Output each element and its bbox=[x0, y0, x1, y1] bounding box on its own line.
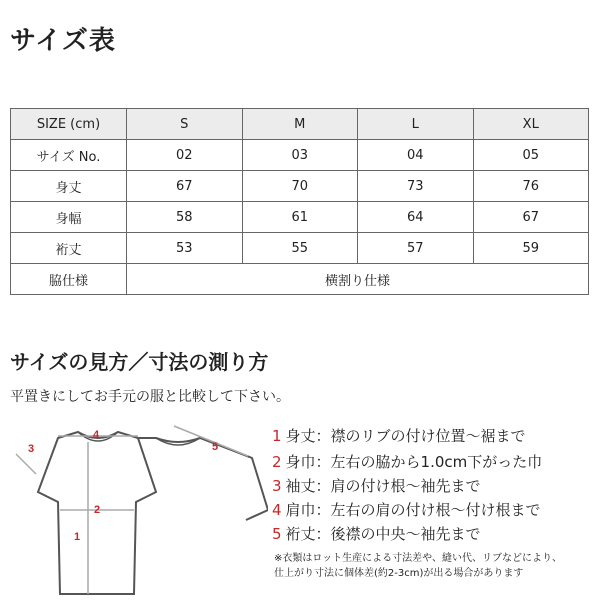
table-row bbox=[11, 264, 589, 295]
row-label: サイズ No. bbox=[11, 140, 127, 171]
legend-number: 3 bbox=[272, 477, 282, 495]
table-row bbox=[11, 140, 589, 171]
table-cell: 57 bbox=[358, 233, 474, 264]
table-cell: 64 bbox=[358, 202, 474, 233]
legend-number: 4 bbox=[272, 501, 282, 519]
legend-text: 身丈：襟のリブの付け位置〜裾まで bbox=[285, 427, 526, 445]
table-cell: 04 bbox=[358, 140, 474, 171]
table-row bbox=[11, 202, 589, 233]
tshirt-measurement-diagram bbox=[6, 418, 268, 596]
table-cell: 76 bbox=[473, 171, 589, 202]
diagram-label-4: 4 bbox=[93, 429, 100, 441]
table-cell: 67 bbox=[473, 202, 589, 233]
header-cell: M bbox=[242, 109, 358, 140]
note-line: 仕上がり寸法に個体差(約2-3cm)が出る場合があります bbox=[274, 568, 524, 579]
header-cell: S bbox=[127, 109, 243, 140]
header-cell: XL bbox=[473, 109, 589, 140]
header-cell: L bbox=[358, 109, 474, 140]
row-label: 身丈 bbox=[11, 171, 127, 202]
table-header-row bbox=[11, 109, 589, 140]
legend-number: 2 bbox=[272, 453, 282, 471]
note-line: ※衣類はロット生産による寸法差や、縫い代、リブなどにより、 bbox=[274, 553, 562, 564]
table-row bbox=[11, 171, 589, 202]
diagram-label-2: 2 bbox=[94, 504, 101, 516]
table-cell: 58 bbox=[127, 202, 243, 233]
legend-text: 裄丈：後襟の中央〜袖先まで bbox=[285, 525, 481, 543]
table-cell: 03 bbox=[242, 140, 358, 171]
diagram-label-3: 3 bbox=[28, 443, 35, 455]
legend-text: 身巾：左右の脇から1.0cm下がった巾 bbox=[285, 453, 543, 471]
legend-text: 袖丈：肩の付け根〜袖先まで bbox=[285, 477, 481, 495]
size-table bbox=[10, 108, 589, 295]
table-cell: 61 bbox=[242, 202, 358, 233]
legend-number: 5 bbox=[272, 525, 282, 543]
table-cell: 67 bbox=[127, 171, 243, 202]
legend-item bbox=[272, 451, 542, 472]
table-row bbox=[11, 233, 589, 264]
table-cell: 02 bbox=[127, 140, 243, 171]
diagram-label-1: 1 bbox=[74, 531, 81, 543]
legend-text: 肩巾：左右の肩の付け根〜付け根まで bbox=[285, 501, 541, 519]
page-title: サイズ表 bbox=[10, 26, 116, 56]
section-subtitle: 平置きにしてお手元の服と比較して下さい。 bbox=[10, 389, 290, 405]
legend-item bbox=[272, 523, 481, 544]
row-label: 脇仕様 bbox=[11, 264, 127, 295]
table-cell-merged: 横割り仕様 bbox=[127, 264, 589, 295]
tshirt-back-outline bbox=[138, 438, 268, 520]
table-cell: 73 bbox=[358, 171, 474, 202]
row-label: 身幅 bbox=[11, 202, 127, 233]
legend-item bbox=[272, 499, 541, 520]
table-cell: 53 bbox=[127, 233, 243, 264]
measure-line-3 bbox=[16, 454, 36, 474]
header-cell: SIZE (cm) bbox=[11, 109, 127, 140]
table-cell: 59 bbox=[473, 233, 589, 264]
legend-item bbox=[272, 425, 526, 446]
legend-item bbox=[272, 475, 481, 496]
table-cell: 05 bbox=[473, 140, 589, 171]
row-label: 裄丈 bbox=[11, 233, 127, 264]
legend-number: 1 bbox=[272, 427, 282, 445]
diagram-label-5: 5 bbox=[212, 441, 219, 453]
table-cell: 55 bbox=[242, 233, 358, 264]
section-title: サイズの見方／寸法の測り方 bbox=[10, 350, 269, 374]
table-cell: 70 bbox=[242, 171, 358, 202]
